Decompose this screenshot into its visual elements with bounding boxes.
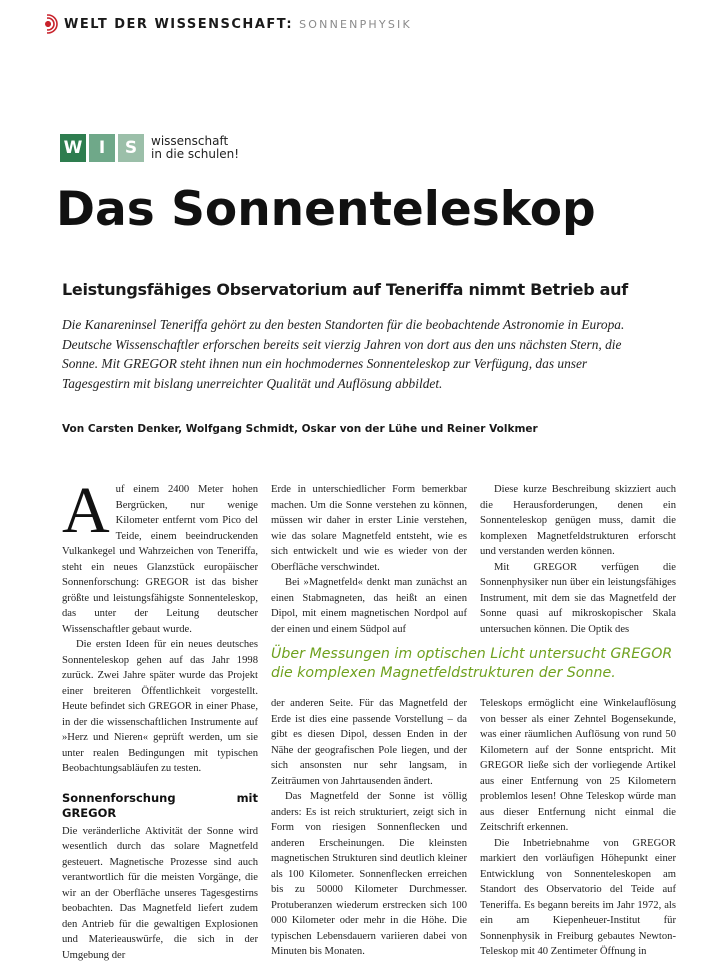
wis-tile-s: S [118, 134, 144, 162]
col1-para-1 [62, 482, 258, 637]
header-kicker: WELT DER WISSENSCHAFT: [64, 17, 293, 32]
col2-para-2: Bei »Magnetfeld« denkt man zunächst an einen Stabmagneten, das heißt an einen Dipol, mit einem magnetischen Nordpol auf der einen und einem Südpol auf [271, 575, 467, 637]
col1-para-3: Die veränderliche Aktivität der Sonne wird wesentlich durch das solare Magnetfeld gesteuert. Magnetische Prozesse sind auch verantwortlich für die meisten Vorgänge, die wir an der Oberfläche unseres Tagesgestirns beobachten. Das Magnetfeld liefert zudem den Antrieb für die gewaltigen Explosionen und Materieauswürfe, die sich in der Umgebung der [62, 824, 258, 963]
wis-tile-i: I [89, 134, 115, 162]
column-3-top [480, 482, 676, 637]
col1-para-1-text: uf einem 2400 Meter hohen Bergrücken, nur wenige Kilometer entfernt vom Pico del Teide, einem beeindruckenden Vulkankegel und Wahrzeichen von Teneriffa, steht ein neues Glanzstück europäischer Sonnenforschung: GREGOR ist das bisher größte und leistungsfähigste Sonnenteleskop, das unter der Leitung deutscher Wissenschaftler gebaut wurde. [62, 484, 258, 635]
column-2-bottom [271, 696, 467, 960]
column-3-bottom [480, 696, 676, 960]
article-title: Das Sonnenteleskop [56, 182, 596, 237]
col3-para-3: Teleskops ermöglicht eine Winkelauflösung von besser als einer Zehntel Bogensekunde, was einer räumlichen Auflösung von rund 50 Kilometern auf der Sonne entspricht. Mit GREGOR ließe sich der vorliegende Artikel aus einer Entfernung von 25 Kilometern problemlos lesen! Ohne Teleskop würde man aus dieser Entfernung nicht einmal die Zeitschrift erkennen. [480, 696, 676, 836]
col3-para-4: Die Inbetriebnahme von GREGOR markiert den vorläufigen Höhepunkt einer Entwicklung von Sonnenteleskopen am Standort des Observatorio del Teide auf Teneriffa. Es begann bereits im Jahr 1972, als ein am Kiepenheuer-Institut für Sonnenphysik in Freiburg gebautes Newton-Teleskop mit 40 Zentimeter Öffnung in [480, 836, 676, 960]
page-header [38, 14, 412, 34]
col3-para-1: Diese kurze Beschreibung skizziert auch die Herausforderungen, denen ein Sonnenteleskop genügen muss, damit die komplexen Magnetfeldstrukturen erforscht und verstanden werden können. [480, 482, 676, 560]
wis-tile-w: W [60, 134, 86, 162]
header-section: SONNENPHYSIK [299, 18, 412, 31]
article-authors: Von Carsten Denker, Wolfgang Schmidt, Oskar von der Lühe und Reiner Volkmer [62, 423, 538, 435]
column-1 [62, 482, 258, 963]
wis-tagline-line1: wissenschaft [151, 135, 239, 148]
wis-tagline-line2: in die schulen! [151, 148, 239, 161]
article-lead: Die Kanareninsel Teneriffa gehört zu den besten Standorten für die beobachtende Astronomie in Europa. Deutsche Wissenschaftler erforschen bereits seit vierzig Jahren von dort aus den uns nächsten Stern, die Sonne. Mit GREGOR steht ihnen nun ein hochmodernes Sonnenteleskop zur Verfügung, das unser Tagesgestirn mit bislang unerreichter Qualität und Auflösung abbildet. [62, 315, 637, 393]
col2-para-1: Erde in unterschiedlicher Form bemerkbar machen. Um die Sonne verstehen zu können, müssen wir daher in erster Linie verstehen, wie das solare Magnetfeld entsteht, wie es sich entwickelt und wie es wieder von der Oberfläche verschwindet. [271, 482, 467, 575]
section-heading: Sonnenforschung mit GREGOR [62, 791, 258, 822]
drop-cap: A [62, 484, 110, 538]
col3-para-2: Mit GREGOR verfügen die Sonnenphysiker nun über ein leistungsfähiges Instrument, mit dem sie das Magnetfeld der Sonne quasi auf mikroskopischer Skala untersuchen können. Die Optik des [480, 560, 676, 638]
col2-para-4: Das Magnetfeld der Sonne ist völlig anders: Es ist reich strukturiert, zeigt sich in Form von riesigen Sonnenflecken und anderen Erscheinungen. Die kleinsten magnetischen Strukturen sind deutlich kleiner als 100 Kilometer. Sonnenflecken erreichen bis zu 50000 Kilometer Durchmesser. Protuberanzen wiederum erstrecken sich 100 000 Kilometer oder mehr in die Höhe. Die typischen Lebensdauern variieren dabei von Minuten bis Monaten. [271, 789, 467, 960]
column-2-top [271, 482, 467, 637]
wis-logo [60, 134, 239, 162]
pull-quote: Über Messungen im optischen Licht untersucht GREGOR die komplexen Magnetfeldstrukturen der Sonne. [271, 645, 676, 683]
wis-tagline [151, 135, 239, 161]
magazine-logo-icon [38, 14, 58, 34]
col2-para-3: der anderen Seite. Für das Magnetfeld der Erde ist dies eine passende Vorstellung – da gibt es diesen Dipol, dessen Enden in der Nähe der geografischen Pole liegen, und der sich ansonsten nur sehr langsam, in Zeiträumen von Jahrtausenden ändert. [271, 696, 467, 789]
article-subtitle: Leistungsfähiges Observatorium auf Teneriffa nimmt Betrieb auf [62, 280, 628, 299]
col1-para-2: Die ersten Ideen für ein neues deutsches Sonnenteleskop gehen auf das Jahr 1998 zurück. Zwei Jahre später wurde das Projekt einer breiteren Öffentlichkeit vorgestellt. Heute befindet sich GREGOR in einer Phase, in der die wissenschaftlichen Instrumente auf »Herz und Nieren« geprüft werden, um sie unter realen Bedingungen mit typischen Beobachtungsabläufen zu testen. [62, 637, 258, 777]
